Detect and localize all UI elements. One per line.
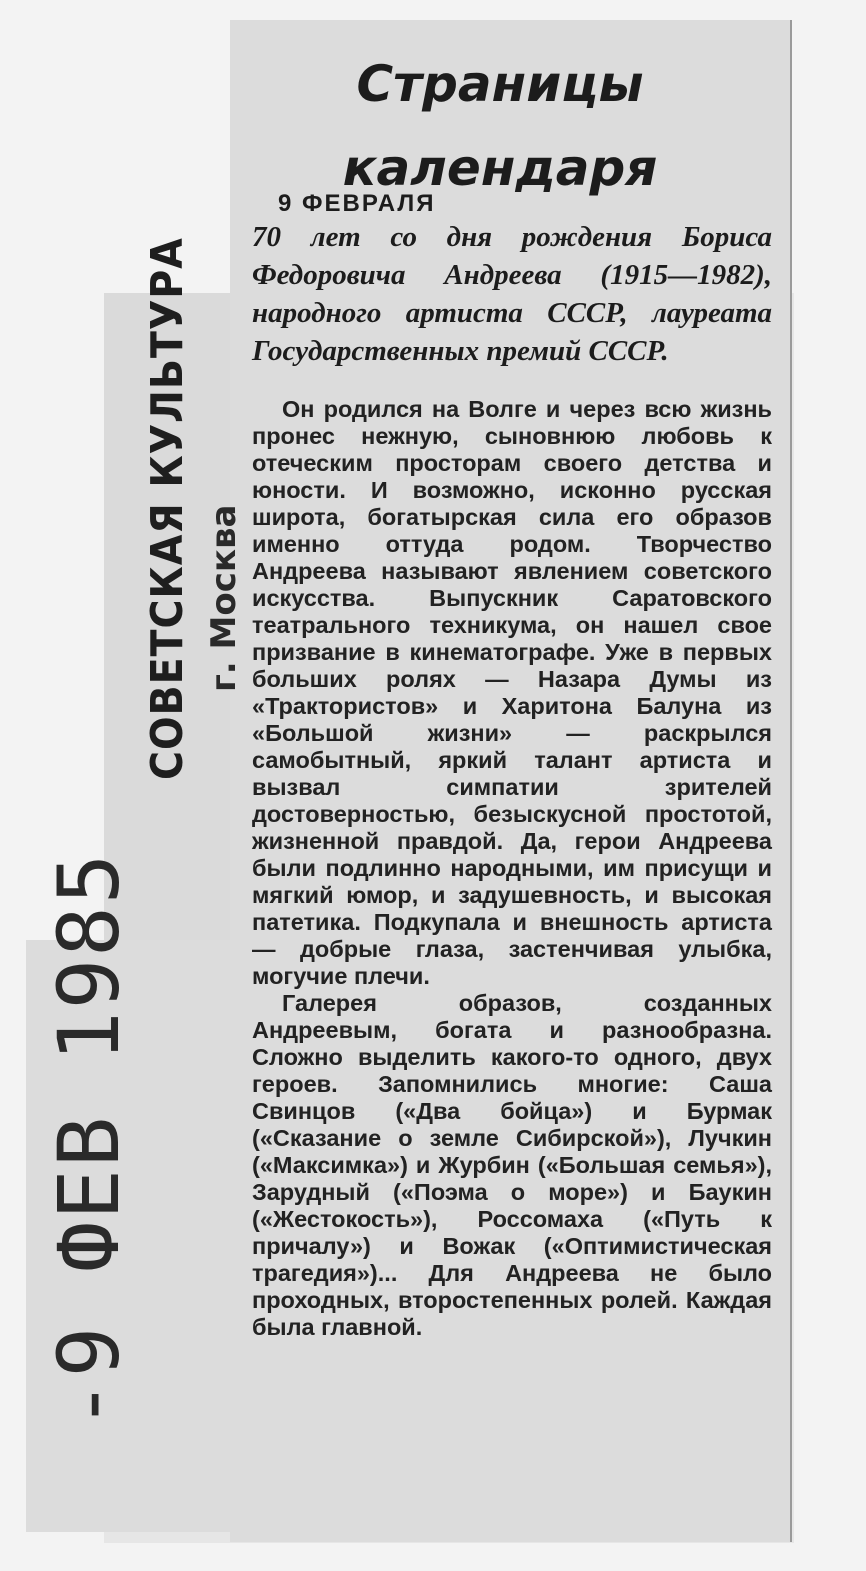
section-heading [330,42,670,210]
heading-line-1: Страницы [356,55,644,113]
stamp-newspaper-name: СОВЕТСКАЯ КУЛЬТУРА [142,237,193,781]
date-stamp: -9 ФЕВ 1985 [40,851,138,1430]
lead-paragraph: 70 лет со дня рождения Бориса Федоровича Андреева (1915—1982), народного артиста СССР, лауреата Государственных премий СССР. [252,221,772,367]
body-paragraph-1: Он родился на Волге и через всю жизнь пронес нежную, сыновнюю любовь к отеческим просторам своего детства и юности. И возможно, исконно русская широта, богатырская сила его образов именно оттуда родом. Творчество Андреева называют явлением советского искусства. Выпускник Саратовского театрального техникума, он нашел свое призвание в кинематографе. Уже в первых больших ролях — Назара Думы из «Трактористов» и Харитона Балуна из «Большой жизни» — раскрылся самобытный, яркий талант артиста и вызвал симпатии зрителей достоверностью, безыскусной простотой, жизненной правдой. Да, герои Андреева были подлинно народными, им присущи и мягкий юмор, и задушевность, и высокая патетика. Подкупала и внешность артиста — добрые глаза, застенчивая улыбка, могучие плечи. [252,396,772,989]
calendar-date: 9 ФЕВРАЛЯ [278,190,436,217]
article-body [252,396,772,1341]
body-paragraph-2: Галерея образов, созданных Андреевым, богата и разнообразна. Сложно выделить какого-то одного, двух героев. Запомнились многие: Саша Свинцов («Два бойца») и Бурмак («Сказание о земле Сибирской»), Лучкин («Максимка») и Журбин («Большая семья»), Зарудный («Поэма о море») и Баукин («Жестокость»), Россомаха («Путь к причалу») и Вожак («Оптимистическая трагедия»)... Для Андреева не было проходных, второстепенных ролей. Каждая была главной. [252,990,772,1340]
heading-line-2: календаря [342,139,658,197]
stamp-city: г. Москва [204,504,244,692]
newspaper-stamp [128,237,244,781]
